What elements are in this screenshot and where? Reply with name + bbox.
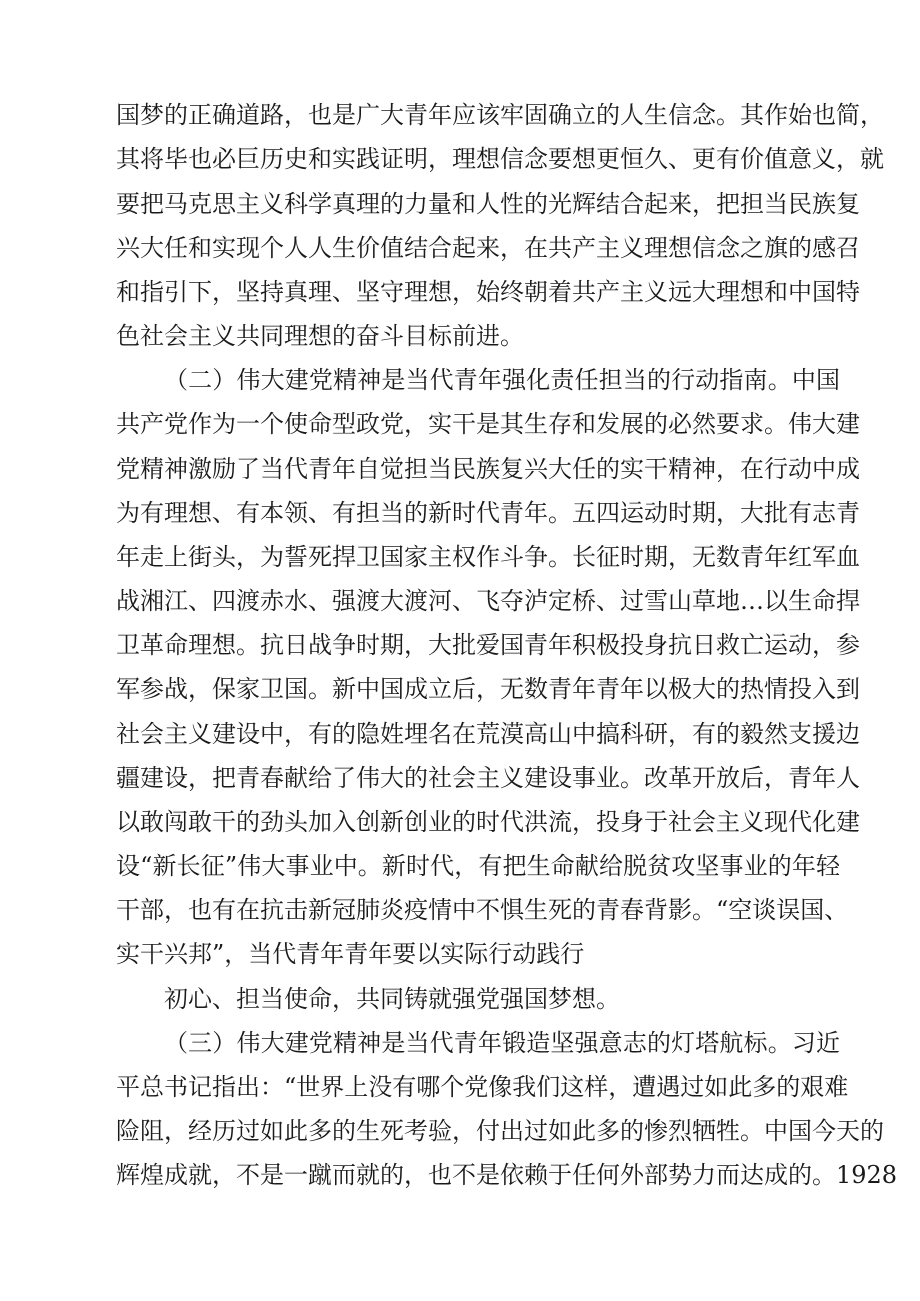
text-line: 为有理想、有本领、有担当的新时代青年。五四运动时期，大批有志青 [116, 499, 860, 527]
text-line: 其将毕也必巨历史和实践证明，理想信念要想更恒久、更有价值意义，就 [116, 145, 884, 173]
text-line: 色社会主义共同理想的奋斗目标前进。 [116, 322, 524, 350]
text-line: 实干兴邦”，当代青年青年要以实际行动践行 [116, 940, 585, 968]
text-line: 战湘江、四渡赤水、强渡大渡河、飞夺泸定桥、过雪山草地…以生命捍 [116, 587, 860, 615]
text-line: 军参战，保家卫国。新中国成立后，无数青年青年以极大的热情投入到 [116, 675, 860, 703]
text-line: 设“新长征”伟大事业中。新时代，有把生命献给脱贫攻坚事业的年轻 [116, 852, 840, 880]
text-line: 辉煌成就，不是一蹴而就的，也不是依赖于任何外部势力而达成的。1928 [116, 1161, 898, 1189]
text-line: 兴大任和实现个人人生价值结合起来，在共产主义理想信念之旗的感召 [116, 234, 860, 262]
text-line: 和指引下，坚持真理、坚守理想，始终朝着共产主义远大理想和中国特 [116, 278, 860, 306]
text-line: 年走上街头，为誓死捍卫国家主权作斗争。长征时期，无数青年红军血 [116, 543, 860, 571]
text-line: 疆建设，把青春献给了伟大的社会主义建设事业。改革开放后，青年人 [116, 764, 860, 792]
text-line: 以敢闯敢干的劲头加入创新创业的时代洪流，投身于社会主义现代化建 [116, 808, 860, 836]
text-line: 险阻，经历过如此多的生死考验，付出过如此多的惨烈牺牲。中国今天的 [116, 1117, 884, 1145]
text-line: 国梦的正确道路，也是广大青年应该牢固确立的人生信念。其作始也简， [116, 101, 884, 129]
text-line: 党精神激励了当代青年自觉担当民族复兴大任的实干精神，在行动中成 [116, 455, 860, 483]
text-line: 平总书记指出：“世界上没有哪个党像我们这样，遭遇过如此多的艰难 [116, 1073, 849, 1101]
section-heading-2: （二）伟大建党精神是当代青年强化责任担当的行动指南。中国 [164, 366, 840, 394]
text-line: 干部，也有在抗击新冠肺炎疫情中不惧生死的青春背影。“空谈误国、 [116, 896, 849, 924]
text-line: 初心、担当使命，共同铸就强党强国梦想。 [164, 985, 620, 1013]
text-line: 社会主义建设中，有的隐姓埋名在荒漠高山中搞科研，有的毅然支援边 [116, 720, 860, 748]
text-line: 共产党作为一个使命型政党，实干是其生存和发展的必然要求。伟大建 [116, 410, 860, 438]
text-line: 卫革命理想。抗日战争时期，大批爱国青年积极投身抗日救亡运动，参 [116, 631, 860, 659]
section-heading-3: （三）伟大建党精神是当代青年锻造坚强意志的灯塔航标。习近 [164, 1029, 840, 1057]
text-line: 要把马克思主义科学真理的力量和人性的光辉结合起来，把担当民族复 [116, 190, 860, 218]
